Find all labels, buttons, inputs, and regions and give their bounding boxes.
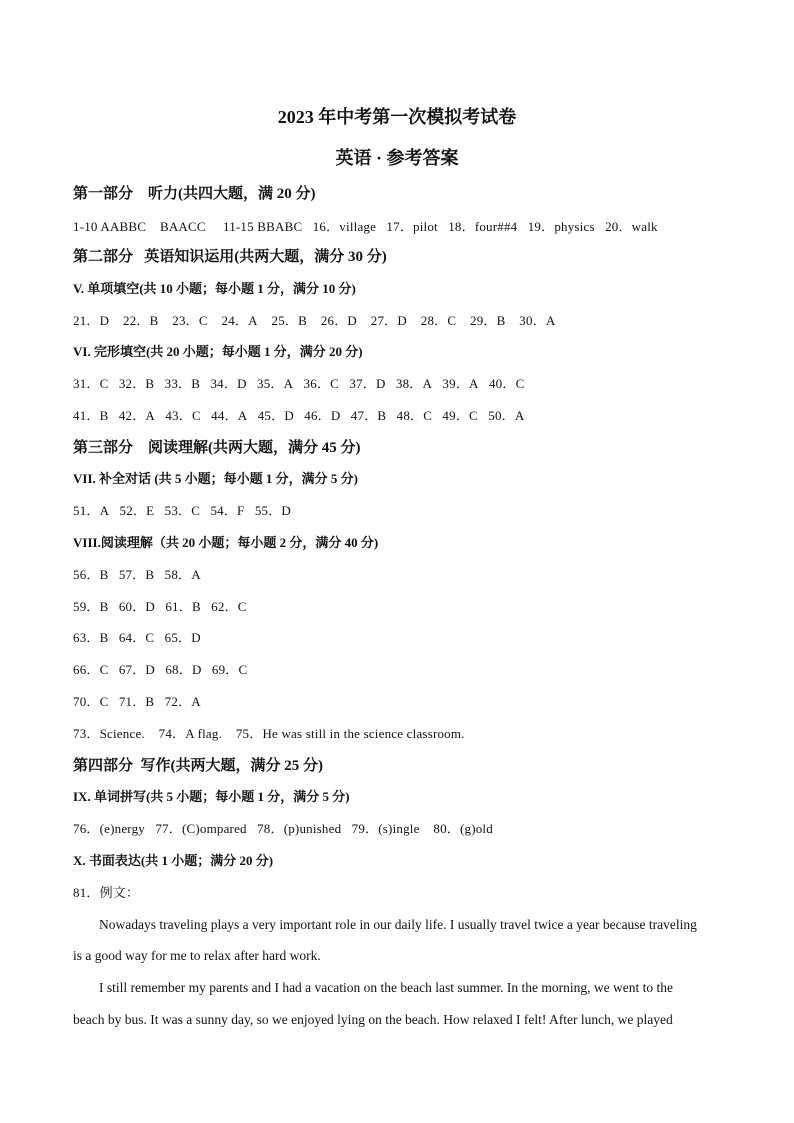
answers-63-65: 63．B 64．C 65．D <box>73 630 201 645</box>
answers-70-72: 70．C 71．B 72．A <box>73 694 201 709</box>
answers-73-75: 73．Science. 74．A flag. 75．He was still in the science classroom. <box>73 726 465 741</box>
essay-line: beach by bus. It was a sunny day, so we enjoyed lying on the beach. How relaxed I felt! After lunch, we played <box>73 1012 673 1027</box>
answers-59-62: 59．B 60．D 61．B 62．C <box>73 599 247 614</box>
subsection-heading-vii: VII. 补全对话 (共 5 小题；每小题 1 分，满分 5 分) <box>73 471 358 486</box>
exam-subtitle: 英语 · 参考答案 <box>335 148 459 168</box>
section-heading-part1: 第一部分 听力(共四大题，满 20 分) <box>73 186 316 202</box>
essay-line: Nowadays traveling plays a very important role in our daily life. I usually travel twice a year because traveling <box>99 917 697 932</box>
answers-56-58: 56．B 57．B 58．A <box>73 567 201 582</box>
essay-line: I still remember my parents and I had a vacation on the beach last summer. In the morning, we went to the <box>99 980 673 995</box>
essay-label: 81．例文： <box>73 885 140 900</box>
answers-31-40: 31．C 32．B 33．B 34．D 35．A 36．C 37．D 38．A 39．A 40．C <box>73 376 525 391</box>
section-heading-part3: 第三部分 阅读理解(共两大题，满分 45 分) <box>73 440 361 456</box>
answers-66-69: 66．C 67．D 68．D 69．C <box>73 662 248 677</box>
section-heading-part2: 第二部分 英语知识运用(共两大题，满分 30 分) <box>73 249 387 265</box>
answers-21-30: 21．D 22．B 23．C 24．A 25．B 26．D 27．D 28．C 29．B 30．A <box>73 313 556 328</box>
subsection-heading-vi: VI. 完形填空(共 20 小题；每小题 1 分，满分 20 分) <box>73 344 363 359</box>
section-heading-part4: 第四部分 写作(共两大题，满分 25 分) <box>73 758 323 774</box>
subsection-heading-x: X. 书面表达(共 1 小题；满分 20 分) <box>73 853 274 868</box>
subsection-heading-viii: VIII.阅读理解（共 20 小题；每小题 2 分，满分 40 分) <box>73 535 379 550</box>
answers-76-80: 76．(e)nergy 77．(C)ompared 78．(p)unished 79．(s)ingle 80．(g)old <box>73 821 493 836</box>
answers-51-55: 51．A 52．E 53．C 54．F 55．D <box>73 503 292 518</box>
answers-41-50: 41．B 42．A 43．C 44．A 45．D 46．D 47．B 48．C 49．C 50．A <box>73 408 525 423</box>
exam-title: 2023 年中考第一次模拟考试卷 <box>277 107 517 127</box>
subsection-heading-ix: IX. 单词拼写(共 5 小题；每小题 1 分，满分 5 分) <box>73 789 350 804</box>
essay-line: is a good way for me to relax after hard work. <box>73 948 321 963</box>
subsection-heading-v: V. 单项填空(共 10 小题；每小题 1 分，满分 10 分) <box>73 281 356 296</box>
answers-1-20: 1-10 AABBC BAACC 11-15 BBABC 16．village 17．pilot 18．four##4 19．physics 20．walk <box>73 219 658 234</box>
